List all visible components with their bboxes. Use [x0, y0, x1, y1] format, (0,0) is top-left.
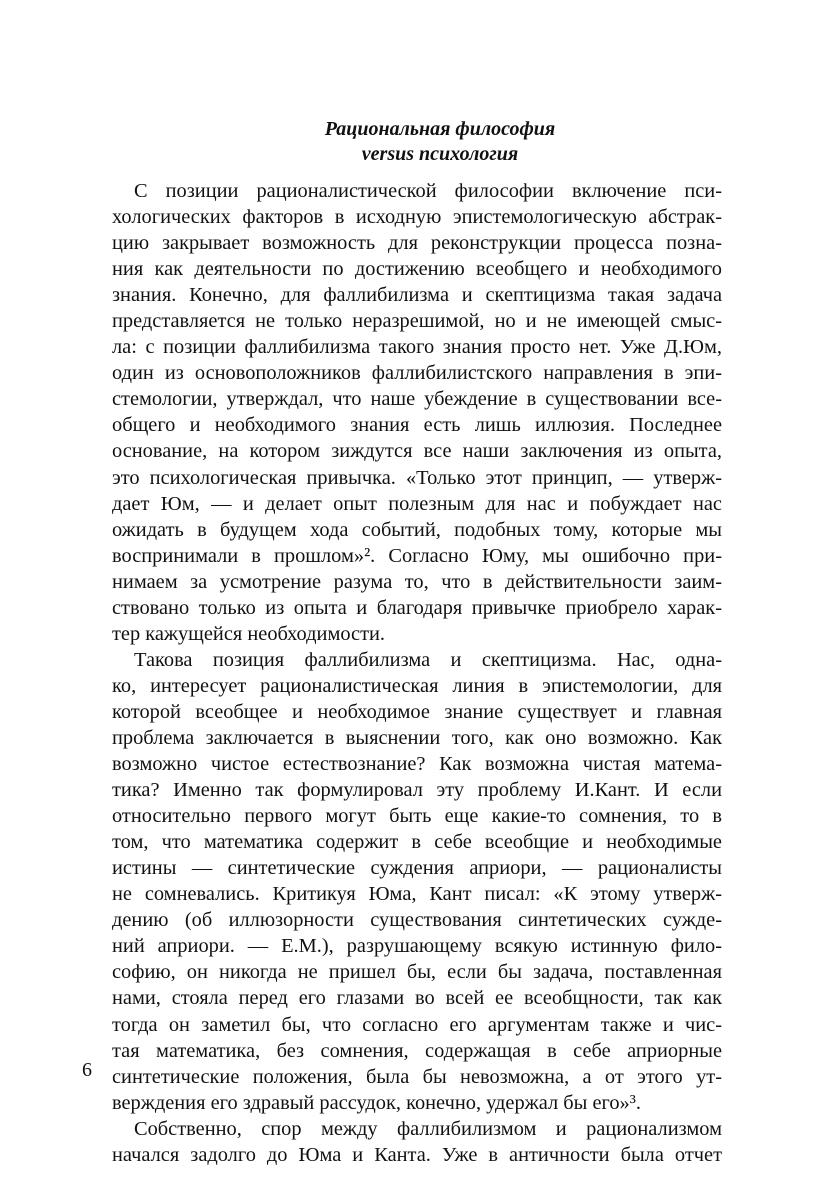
- text-line: ний априори. — Е.М.), разрушающему всякую истинную фило-: [112, 935, 722, 958]
- text-line: ожидать в будущем хода событий, подобных тому, которые мы: [112, 518, 722, 541]
- text-line: тика? Именно так формулировал эту проблему И.Кант. И если: [112, 779, 722, 802]
- text-line: которой всеобщее и необходимое знание существует и главная: [112, 700, 722, 723]
- text-line: ко, интересует рационалистическая линия в эпистемологии, для: [112, 674, 722, 697]
- text-line: нами, стояла перед его глазами во всей ее всеобщности, так как: [112, 987, 722, 1010]
- text-line: верждения его здравый рассудок, конечно, удержал бы его»³.: [112, 1091, 641, 1114]
- text-line: возможно чистое естествознание? Как возможна чистая матема-: [112, 753, 722, 776]
- text-line: основание, на котором зиждутся все наши заключения из опыта,: [112, 440, 722, 463]
- text-line: относительно первого могут быть еще какие-то сомнения, то в: [112, 805, 722, 828]
- text-line: тая математика, без сомнения, содержащая в себе априорные: [112, 1039, 722, 1062]
- text-line: начался задолго до Юма и Канта. Уже в античности была отчет: [112, 1143, 722, 1166]
- section-title-line-2: versus психология: [361, 143, 519, 165]
- text-line: дает Юм, — и делает опыт полезным для нас и побуждает нас: [112, 492, 722, 515]
- text-line: тер кажущейся необходимости.: [112, 622, 386, 645]
- text-line: стемологии, утверждал, что наше убеждение в существовании все-: [112, 388, 722, 411]
- text-line: хологических факторов в исходную эпистемологическую абстрак-: [112, 206, 722, 229]
- section-title-line-1: Рациональная философия: [324, 118, 556, 140]
- text-line: истины — синтетические суждения априори, — рационалисты: [112, 857, 722, 880]
- text-line: Собственно, спор между фаллибилизмом и рационализмом: [134, 1117, 722, 1140]
- text-line: нимаем за усмотрение разума то, что в действительности заим-: [112, 570, 722, 593]
- text-line: софию, он никогда не пришел бы, если бы задача, поставленная: [112, 961, 722, 984]
- page-number: 6: [82, 1059, 92, 1081]
- text-line: С позиции рационалистической философии включение пси-: [134, 180, 722, 202]
- text-line: проблема заключается в выяснении того, как оно возможно. Как: [112, 726, 722, 749]
- body-text: [112, 178, 722, 1168]
- text-line: представляется не только неразрешимой, но и не имеющей смыс-: [112, 310, 722, 333]
- text-line: один из основоположников фаллибилистского направления в эпи-: [112, 362, 722, 385]
- text-line: Такова позиция фаллибилизма и скептицизма. Нас, одна-: [134, 648, 722, 671]
- text-line: ствовано только из опыта и благодаря привычке приобрело харак-: [112, 596, 722, 619]
- text-line: синтетические положения, была бы невозможна, а от этого ут-: [112, 1065, 722, 1088]
- text-line: это психологическая привычка. «Только этот принцип, — утверж-: [112, 466, 722, 489]
- text-line: воспринимали в прошлом»². Согласно Юму, мы ошибочно при-: [112, 544, 722, 567]
- text-line: ния как деятельности по достижению всеобщего и необходимого: [112, 258, 722, 281]
- text-line: общего и необходимого знания есть лишь иллюзия. Последнее: [112, 414, 722, 437]
- text-line: дению (об иллюзорности существования синтетических сужде-: [112, 909, 722, 932]
- text-line: тогда он заметил бы, что согласно его аргументам также и чис-: [112, 1013, 722, 1036]
- text-line: не сомневались. Критикуя Юма, Кант писал: «К этому утверж-: [112, 883, 722, 906]
- text-line: цию закрывает возможность для реконструкции процесса позна-: [112, 232, 722, 255]
- text-line: том, что математика содержит в себе всеобщие и необходимые: [112, 831, 722, 854]
- text-line: знания. Конечно, для фаллибилизма и скептицизма такая задача: [112, 284, 722, 307]
- text-line: ла: с позиции фаллибилизма такого знания просто нет. Уже Д.Юм,: [112, 336, 722, 359]
